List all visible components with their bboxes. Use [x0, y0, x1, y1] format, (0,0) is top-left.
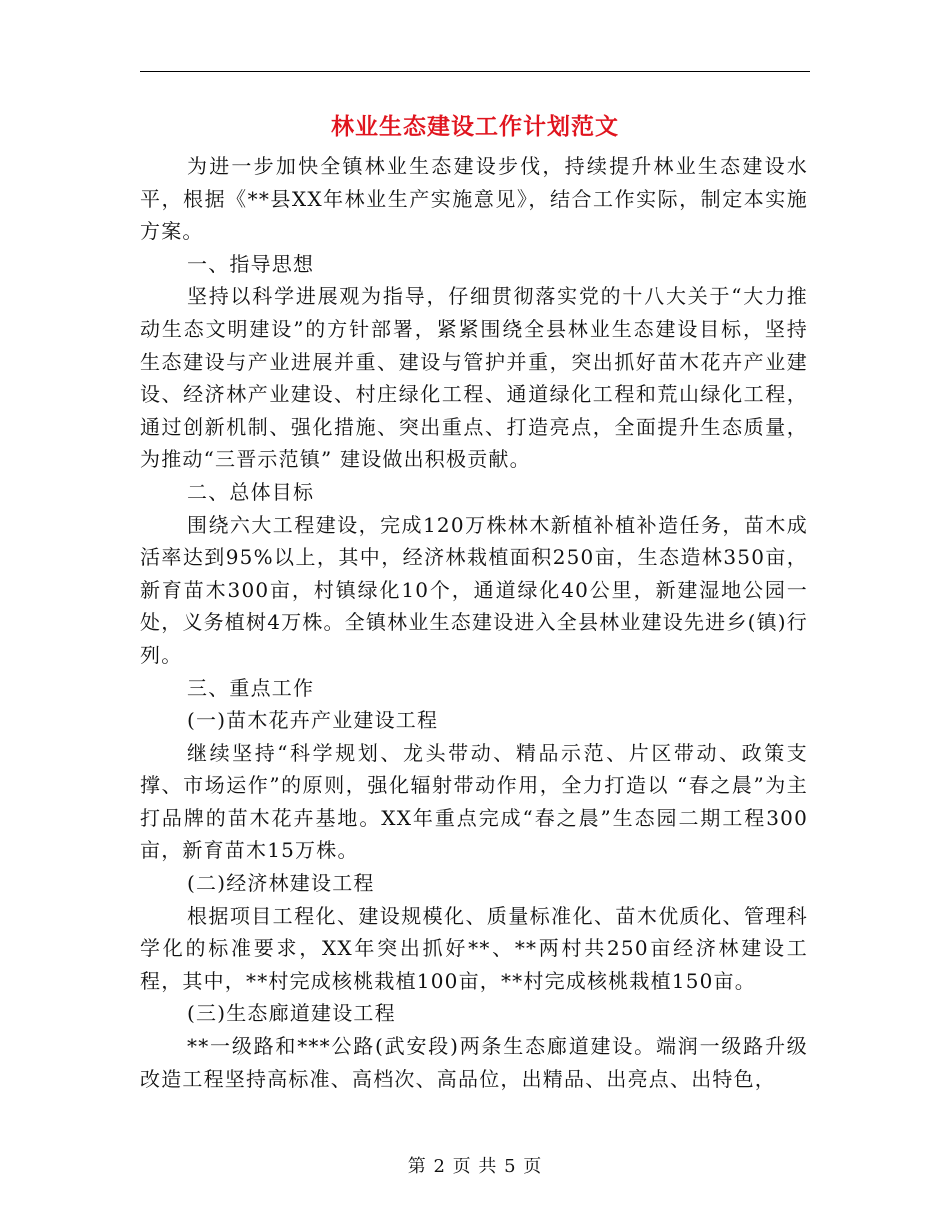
ecological-corridor-paragraph: **一级路和***公路(武安段)两条生态廊道建设。端润一级路升级改造工程坚持高标准、高档次、高品位，出精品、出亮点、出特色， — [140, 1034, 808, 1091]
section-heading-guiding-ideology: 一、指导思想 — [187, 251, 315, 276]
page-number-footer: 第 2 页 共 5 页 — [407, 1156, 543, 1177]
section-heading-overall-goals: 二、总体目标 — [187, 479, 315, 504]
intro-paragraph: 为进一步加快全镇林业生态建设步伐，持续提升林业生态建设水平，根据《**县XX年林业生产实施意见》，结合工作实际，制定本实施方案。 — [140, 154, 808, 244]
document-title: 林业生态建设工作计划范文 — [331, 113, 619, 140]
subheading-ecological-corridor-project: (三)生态廊道建设工程 — [187, 1001, 396, 1026]
header-rule — [140, 71, 810, 72]
guiding-ideology-paragraph: 坚持以科学进展观为指导，仔细贯彻落实党的十八大关于“大力推动生态文明建设”的方针部署，紧紧围绕全县林业生态建设目标，坚持生态建设与产业进展并重、建设与管护并重，突出抓好苗木花卉产业建设、经济林产业建设、村庄绿化工程、通道绿化工程和荒山绿化工程，通过创新机制、强化措施、突出重点、打造亮点，全面提升生态质量，为推动“三晋示范镇” 建设做出积极贡献。 — [140, 284, 808, 472]
subheading-nursery-flower-project: (一)苗木花卉产业建设工程 — [187, 708, 439, 733]
economic-forest-paragraph: 根据项目工程化、建设规模化、质量标准化、苗木优质化、管理科学化的标准要求，XX年突出抓好**、**两村共250亩经济林建设工程，其中，**村完成核桃栽植100亩，**村完成核桃栽植150亩。 — [140, 903, 808, 993]
overall-goals-paragraph: 围绕六大工程建设，完成120万株林木新植补植补造任务，苗木成活率达到95%以上，其中，经济林栽植面积250亩，生态造林350亩，新育苗木300亩，村镇绿化10个，通道绿化40公里，新建湿地公园一处，义务植树4万株。全镇林业生态建设进入全县林业建设先进乡(镇)行列。 — [140, 512, 808, 667]
subheading-economic-forest-project: (二)经济林建设工程 — [187, 871, 375, 896]
nursery-flower-paragraph: 继续坚持“科学规划、龙头带动、精品示范、片区带动、政策支撑、市场运作”的原则，强化辐射带动作用，全力打造以 “春之晨”为主打品牌的苗木花卉基地。XX年重点完成“春之晨”生态园二期工程300亩，新育苗木15万株。 — [140, 740, 808, 863]
section-heading-key-work: 三、重点工作 — [187, 675, 315, 700]
document-body — [140, 150, 808, 1095]
